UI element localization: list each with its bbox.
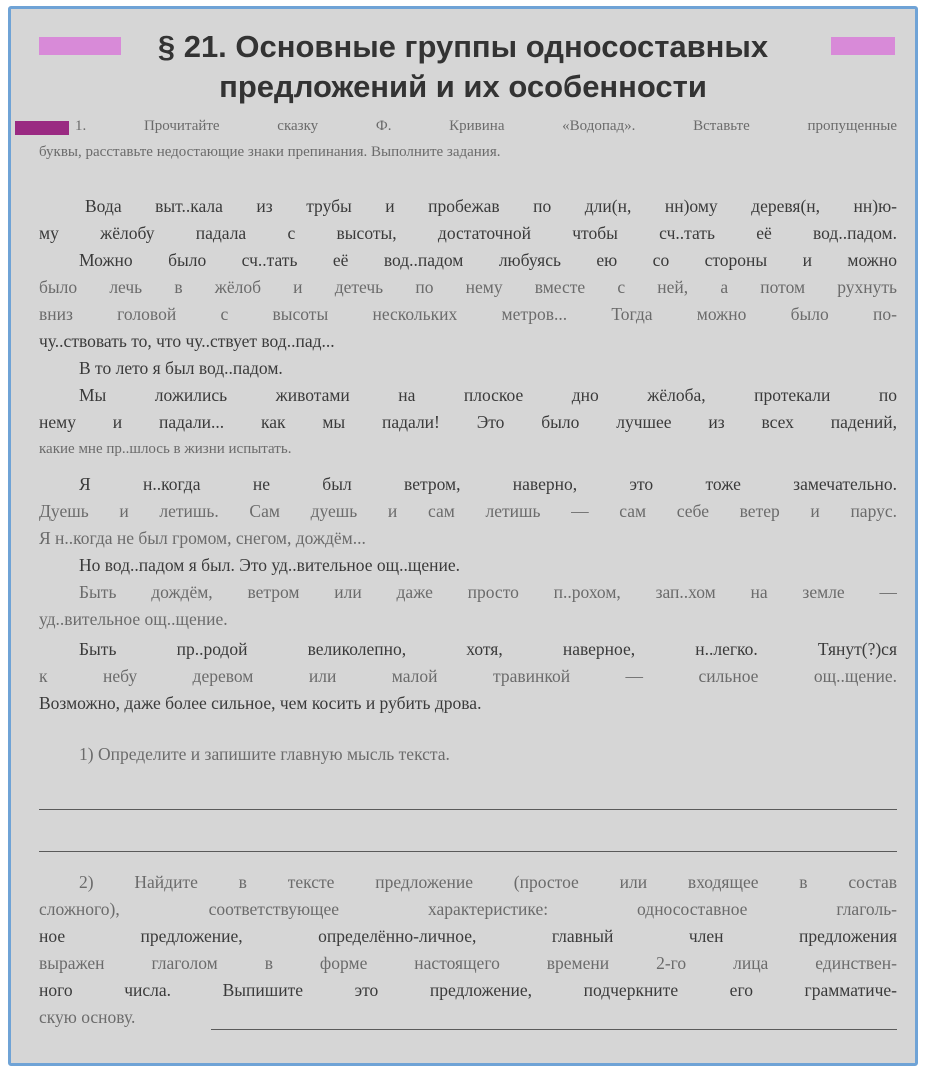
text-line: Мы ложились животами на плоское дно жёлоба, протекали по — [79, 385, 897, 405]
text-line: В то лето я был вод..падом. — [79, 358, 283, 378]
answer-line[interactable] — [39, 809, 897, 810]
text-line: Быть дождём, ветром или даже просто п..рохом, зап..хом на земле — — [79, 582, 897, 602]
question-2-line: сложного), соответствующее характеристике: односоставное глаголь- — [39, 899, 897, 919]
answer-line[interactable] — [39, 851, 897, 852]
question-2-line: 2) Найдите в тексте предложение (простое или входящее в состав — [79, 872, 897, 892]
question-1: 1) Определите и запишите главную мысль текста. — [79, 744, 450, 764]
task1-intro-line-1: 1. Прочитайте сказку Ф. Кривина «Водопад». Вставьте пропущенные — [75, 118, 897, 134]
text-line: Я н..когда не был громом, снегом, дождём... — [39, 528, 366, 548]
question-2-line: выражен глаголом в форме настоящего времени 2-го лица единствен- — [39, 953, 897, 973]
section-title-line-2: предложений и их особенности — [219, 69, 707, 104]
text-line: к небу деревом или малой травинкой — сильное ощ..щение. — [39, 666, 897, 686]
question-2-line: ное предложение, определённо-личное, главный член предложения — [39, 926, 897, 946]
task-marker — [15, 121, 69, 135]
section-title-line-1: § 21. Основные группы односоставных — [157, 29, 769, 64]
text-line: Но вод..падом я был. Это уд..вительное ощ..щение. — [79, 555, 460, 575]
text-line: нему и падали... как мы падали! Это было лучшее из всех падений, — [39, 412, 897, 432]
text-line: было лечь в жёлоб и детечь по нему вместе с ней, а потом рухнуть — [39, 277, 897, 297]
text-line: Быть пр..родой великолепно, хотя, наверное, н..легко. Тянут(?)ся — [79, 639, 897, 659]
question-2-line: ного числа. Выпишите это предложение, подчеркните его грамматиче- — [39, 980, 897, 1000]
text-line: вниз головой с высоты нескольких метров... Тогда можно было по- — [39, 304, 897, 324]
text-line: Дуешь и летишь. Сам дуешь и сам летишь — сам себе ветер и парус. — [39, 501, 897, 521]
text-line: какие мне пр..шлось в жизни испытать. — [39, 441, 292, 457]
task1-intro-line-2: буквы, расставьте недостающие знаки препинания. Выполните задания. — [39, 144, 501, 160]
text-line: уд..вительное ощ..щение. — [39, 609, 228, 629]
answer-line[interactable] — [211, 1029, 897, 1030]
question-2-line: скую основу. — [39, 1007, 136, 1027]
textbook-page — [8, 6, 918, 1066]
text-line: Вода выт..кала из трубы и пробежав по дли(н, нн)ому деревя(н, нн)ю- — [85, 196, 897, 216]
text-line: чу..ствовать то, что чу..ствует вод..пад... — [39, 331, 335, 351]
text-line: Я н..когда не был ветром, наверно, это тоже замечательно. — [79, 474, 897, 494]
text-line: му жёлобу падала с высоты, достаточной чтобы сч..тать её вод..падом. — [39, 223, 897, 243]
text-line: Возможно, даже более сильное, чем косить и рубить дрова. — [39, 693, 482, 713]
text-line: Можно было сч..тать её вод..падом любуясь ею со стороны и можно — [79, 250, 897, 270]
